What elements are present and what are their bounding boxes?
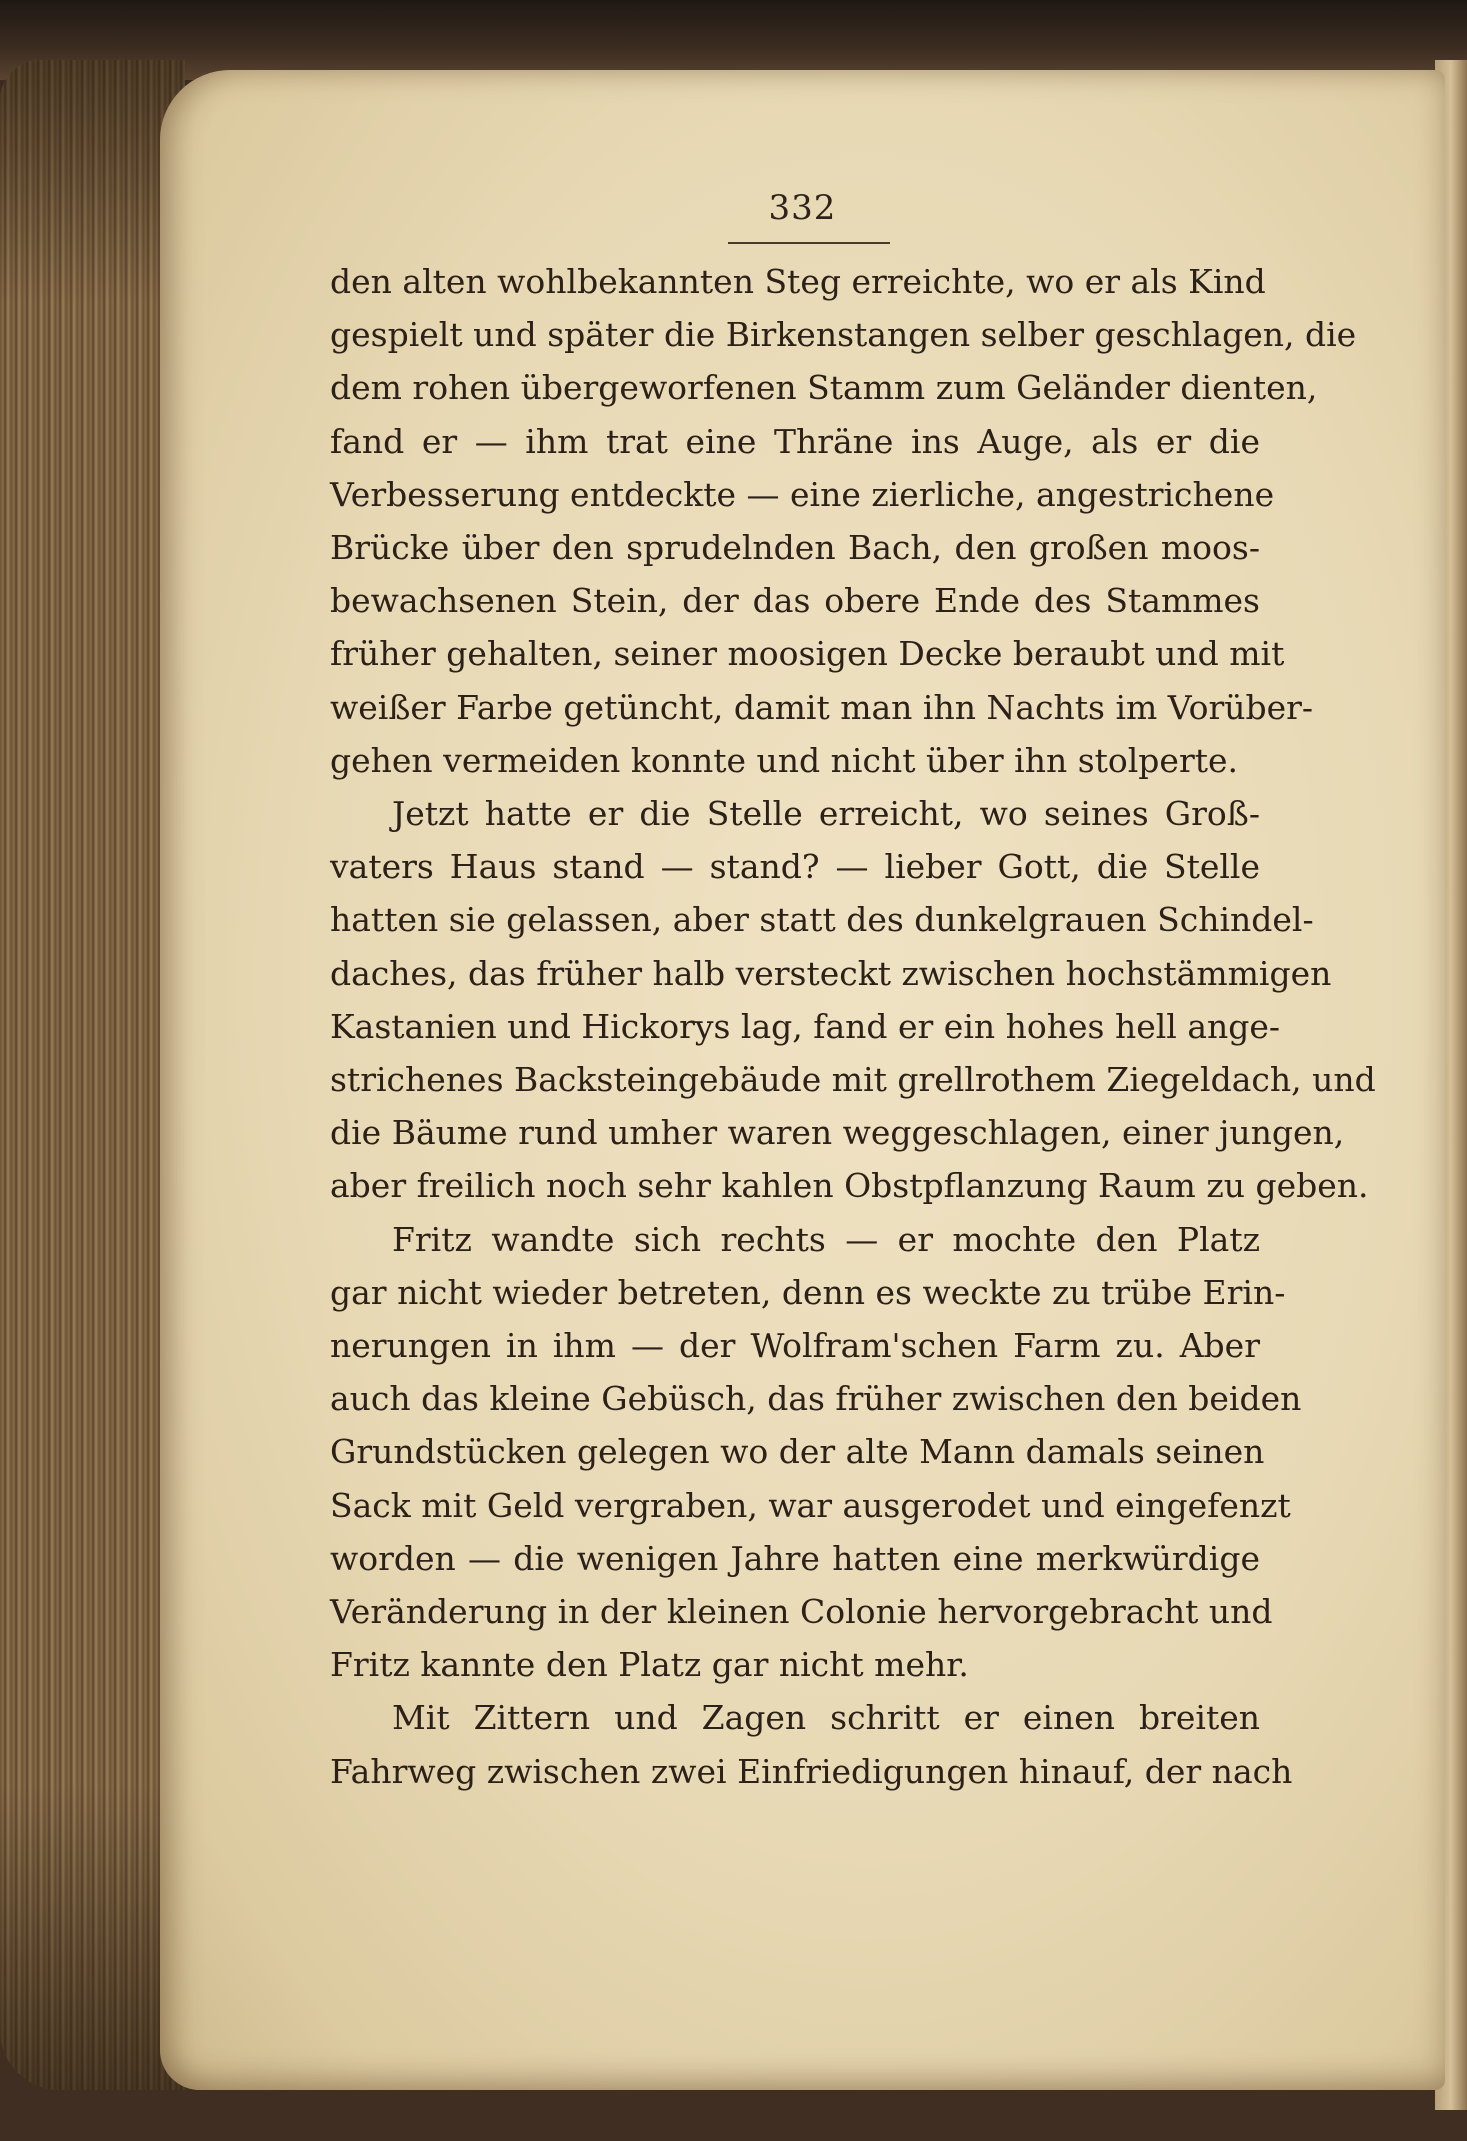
text-line: weißer Farbe getüncht, damit man ihn Nachts im Vorüber- — [330, 687, 1314, 727]
text-line: dem rohen übergeworfenen Stamm zum Geländer dienten, — [330, 368, 1318, 408]
text-line: vaters Haus stand — stand? — lieber Gott, die Stelle — [330, 847, 1260, 887]
text-line: Mit Zittern und Zagen schritt er einen breiten — [392, 1698, 1260, 1738]
text-line: Grundstücken gelegen wo der alte Mann damals seinen — [330, 1432, 1265, 1472]
paragraph-2 — [330, 787, 1376, 1213]
text-line: Sack mit Geld vergraben, war ausgerodet und eingefenzt — [330, 1485, 1291, 1525]
text-line: die Bäume rund umher waren weggeschlagen, einer jungen, — [330, 1113, 1345, 1153]
text-line: Kastanien und Hickorys lag, fand er ein hohes hell ange- — [330, 1006, 1281, 1046]
text-line: Verbesserung entdeckte — eine zierliche, angestrichene — [330, 474, 1275, 514]
text-line: aber freilich noch sehr kahlen Obstpflanzung Raum zu geben. — [330, 1166, 1369, 1206]
text-line: Fritz wandte sich rechts — er mochte den Platz — [392, 1219, 1260, 1259]
paragraph-3 — [330, 1213, 1302, 1692]
text-line: daches, das früher halb versteckt zwischen hochstämmigen — [330, 953, 1332, 993]
paragraph-1 — [330, 255, 1357, 787]
text-line: bewachsenen Stein, der das obere Ende des Stammes — [330, 581, 1260, 621]
book-page — [160, 70, 1445, 2090]
text-line: Brücke über den sprudelnden Bach, den großen moos- — [330, 528, 1260, 568]
binding-top-edge — [0, 0, 1467, 80]
text-line: fand er — ihm trat eine Thräne ins Auge, als er die — [330, 421, 1260, 461]
text-line: gar nicht wieder betreten, denn es weckte zu trübe Erin- — [330, 1272, 1286, 1312]
text-line: worden — die wenigen Jahre hatten eine merkwürdige — [330, 1538, 1260, 1578]
page-edges-left — [0, 60, 185, 2090]
text-line: nerungen in ihm — der Wolfram'schen Farm zu. Aber — [330, 1326, 1260, 1366]
text-line: Fahrweg zwischen zwei Einfriedigungen hinauf, der nach — [330, 1751, 1293, 1791]
text-line: Fritz kannte den Platz gar nicht mehr. — [330, 1645, 969, 1685]
text-line: Veränderung in der kleinen Colonie hervorgebracht und — [330, 1592, 1273, 1632]
paragraph-4 — [330, 1691, 1293, 1797]
text-line: den alten wohlbekannten Steg erreichte, wo er als Kind — [330, 262, 1266, 301]
text-line: früher gehalten, seiner moosigen Decke beraubt und mit — [330, 634, 1285, 674]
text-line: hatten sie gelassen, aber statt des dunkelgrauen Schindel- — [330, 900, 1314, 940]
body-text — [330, 255, 1376, 1798]
text-line: auch das kleine Gebüsch, das früher zwischen den beiden — [330, 1379, 1302, 1419]
text-line: gespielt und später die Birkenstangen selber geschlagen, die — [330, 315, 1357, 355]
page-number-rule — [728, 242, 890, 244]
page-number: 332 — [768, 188, 837, 228]
text-line: gehen vermeiden konnte und nicht über ihn stolperte. — [330, 740, 1239, 780]
text-line: strichenes Backsteingebäude mit grellrothem Ziegeldach, und — [330, 1060, 1376, 1100]
text-line: Jetzt hatte er die Stelle erreicht, wo seines Groß- — [392, 794, 1260, 834]
